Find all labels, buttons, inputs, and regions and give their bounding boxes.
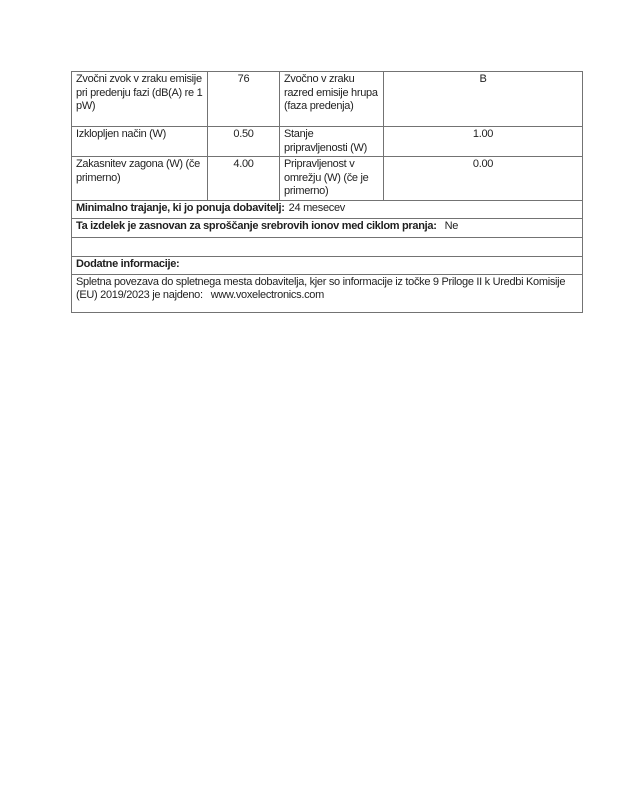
noise-emission-label: Zvočni zvok v zraku emisije pri predenju fazi (dB(A) re 1 pW) xyxy=(72,72,208,127)
silver-ions-row xyxy=(72,218,583,237)
silver-ions-value: Ne xyxy=(444,219,459,232)
min-duration-label: Minimalno trajanje, ki jo ponuja dobavitelj: xyxy=(76,201,285,214)
networked-standby-label: Pripravljenost v omrežju (W) (če je primerno) xyxy=(280,157,384,201)
standby-value: 1.00 xyxy=(384,127,583,157)
spec-row-off-mode xyxy=(72,127,583,157)
delay-start-value: 4.00 xyxy=(208,157,280,201)
spec-row-noise xyxy=(72,72,583,127)
standby-label: Stanje pripravljenosti (W) xyxy=(280,127,384,157)
web-link-row xyxy=(72,274,583,312)
empty-row xyxy=(72,237,583,256)
delay-start-label: Zakasnitev zagona (W) (če primerno) xyxy=(72,157,208,201)
additional-info-label: Dodatne informacije: xyxy=(76,257,180,270)
off-mode-value: 0.50 xyxy=(208,127,280,157)
off-mode-label: Izklopljen način (W) xyxy=(72,127,208,157)
spec-row-delay-start xyxy=(72,157,583,201)
noise-class-value: B xyxy=(384,72,583,127)
noise-emission-value: 76 xyxy=(208,72,280,127)
min-duration-value: 24 mesecev xyxy=(288,201,345,214)
min-duration-row xyxy=(72,200,583,218)
networked-standby-value: 0.00 xyxy=(384,157,583,201)
noise-class-label: Zvočno v zraku razred emisije hrupa (faza predenja) xyxy=(280,72,384,127)
supplier-website-url: www.voxelectronics.com xyxy=(210,289,324,301)
product-spec-table xyxy=(71,71,583,313)
additional-info-row xyxy=(72,256,583,274)
web-link-text: Spletna povezava do spletnega mesta dobavitelja, kjer so informacije iz točke 9 Priloge II k Uredbi Komisije (EU) 2019/2023 je najdeno: xyxy=(76,275,566,301)
silver-ions-label: Ta izdelek je zasnovan za sproščanje srebrovih ionov med ciklom pranja: xyxy=(76,219,437,232)
